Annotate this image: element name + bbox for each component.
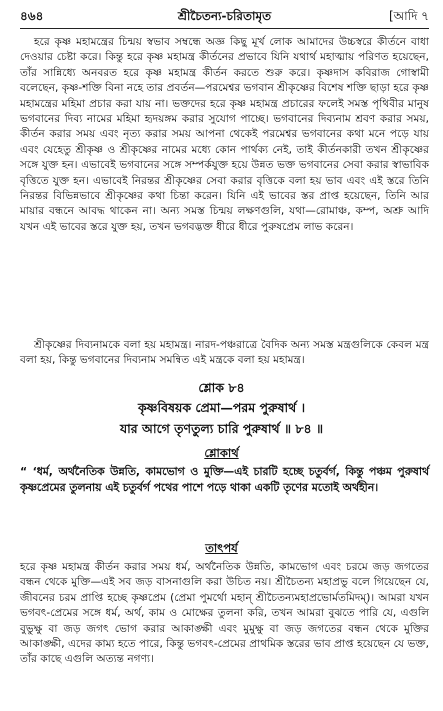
purport-heading: তাৎপর্য <box>205 541 238 555</box>
page-header <box>20 6 429 29</box>
verse-line-1: কৃষ্ণবিষয়ক প্রেমা—পরম পুরুষার্থ । <box>137 400 306 415</box>
purport-text: হরে কৃষ্ণ মহামন্ত্র কীর্তন করার সময় ধর্ম, অর্থনৈতিক উন্নতি, কামভোগ এবং চরমে জড় জগতের বন্ধন থেকে মুক্তি—এই সব জড় বাসনাগুলি করা উচিত নয়। শ্রীচৈতন্য মহাপ্রভু বলে গিয়েছেন যে, জীবনের চরম প্রাপ্তি হচ্ছে কৃষ্ণপ্রেম (প্রেমা পুমর্থো মহান্ শ্রীচৈতন্যমহাপ্রভোর্মতমিদম্)। আমরা যখন ভগবৎ-প্রেমের সঙ্গে ধর্ম, অর্থ, কাম ও মোক্ষের তুলনা করি, তখন আমরা বুঝতে পারি যে, এগুলি বুভুক্ষু বা জড় জগৎ ভোগ করার আকাঙ্ক্ষী এবং মুমুক্ষু বা জড় জগতের বন্ধন থেকে মুক্তির আকাঙ্ক্ষী, এদের কাম্য হতে পারে, কিন্তু ভগবৎ-প্রেমের প্রাথমিক স্তরের ভাব প্রাপ্ত হয়েছেন যে ভক্ত, তাঁর কাছে এগুলি অত্যন্ত নগণ্য। <box>20 561 429 666</box>
chapter-reference: [আদি ৭ <box>388 9 429 23</box>
verse-line-2: যার আগে তৃণতুল্য চারি পুরুষার্থ ॥ ৮৪ ॥ <box>119 421 324 436</box>
translation-heading: শ্লোকার্থ <box>204 446 239 460</box>
sloka-title: শ্লোক ৮৪ <box>198 380 245 395</box>
book-title: শ্রীচৈতন্য-চরিতামৃত <box>177 9 272 23</box>
translation-text: “ ‘ধর্ম, অর্থনৈতিক উন্নতি, কামভোগ ও মুক্তি—এই চারটি হচ্ছে চতুর্বর্গ, কিন্তু পঞ্চম পুরুষার্থ কৃষ্ণপ্রেমের তুলনায় এই চতুর্বর্গ পথের পাশে পড়ে থাকা একটি তৃণের মতোই অর্থহীন। <box>20 465 429 494</box>
body-paragraph-2: শ্রীকৃষ্ণের দিব্যনামকে বলা হয় মহামন্ত্র। নারদ-পঞ্চরাত্রে বৈদিক অন্য সমস্ত মন্ত্রগুলিকে কেবল মন্ত্র বলা হয়, কিন্তু ভগবানের দিব্যনাম সমন্বিত এই মন্ত্রকে বলা হয় মহামন্ত্র। <box>20 339 429 367</box>
body-paragraph-1: হরে কৃষ্ণ মহামন্ত্রের চিন্ময় স্বভাব সম্বন্ধে অজ্ঞ কিছু মূর্খ লোক আমাদের উচ্চস্বরে কীর্তনে বাধা দেওয়ার চেষ্টা করে। কিন্তু হরে কৃষ্ণ মহামন্ত্র কীর্তনের প্রভাবে যিনি যথার্থ মহাত্মায় পরিণত হয়েছেন, তাঁর সান্নিধ্যে অনবরত হরে কৃষ্ণ মহামন্ত্র কীর্তন করতে শুরু করে। কৃষ্ণদাস কবিরাজ গোস্বামী বলেছেন, কৃষ্ণ-শক্তি বিনা নহে তার প্রবর্তন—পরমেশ্বর ভগবান শ্রীকৃষ্ণের বিশেষ শক্তি ছাড়া হরে কৃষ্ণ মহামন্ত্রের মহিমা প্রচার করা যায় না। ভক্তদের হরে কৃষ্ণ মহামন্ত্র প্রচারের ফলেই সমস্ত পৃথিবীর মানুষ ভগবানের দিব্য নামের মহিমা হৃদয়ঙ্গম করার সুযোগ পাচ্ছে। ভগবানের দিব্যনাম শ্রবণ করার সময়, কীর্তন করার সময় এবং নৃত্য করার সময় আপনা থেকেই পরমেশ্বর ভগবানের কথা মনে পড়ে যায় এবং যেহেতু শ্রীকৃষ্ণ ও শ্রীকৃষ্ণের নামের মধ্যে কোন পার্থক্য নেই, তাই কীর্তনকারী তখন শ্রীকৃষ্ণের সঙ্গে যুক্ত হন। এভাবেই ভগবানের সঙ্গে সম্পর্কযুক্ত হয়ে উন্নত ভক্ত ভগবানের সেবা করার স্বাভাবিক বৃত্তিতে যুক্ত হন। এভাবেই নিরন্তর শ্রীকৃষ্ণের সেবা করার বৃত্তিকে বলা হয় ভাব এবং এই স্তরে তিনি নিরন্তর বিভিন্নভাবে শ্রীকৃষ্ণের কথা চিন্তা করেন। যিনি এই ভাবের স্তর প্রাপ্ত হয়েছেন, তিনি আর মায়ার বন্ধনে আবদ্ধ থাকেন না। অন্য সমস্ত চিন্ময় লক্ষণগুলি, যথা—রোমাঞ্চ, কম্প, অশ্রু আদি যখন এই ভাবের স্তরে যুক্ত হয়, তখন ভগবদ্ভক্ত ধীরে ধীরে পুরুষপ্রেম লাভ করেন। <box>20 36 429 233</box>
page-number: ৪৬৪ <box>20 9 44 23</box>
